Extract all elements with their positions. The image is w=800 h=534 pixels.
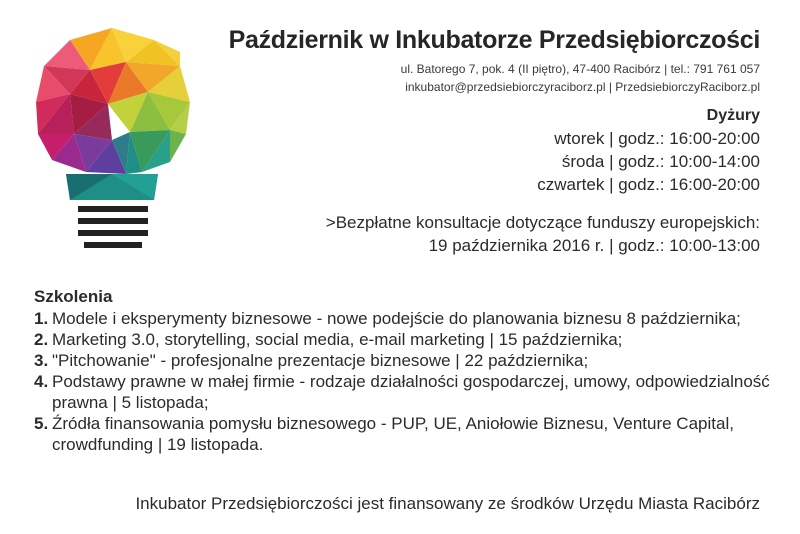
consultation-date: 19 października 2016 r. | godz.: 10:00-13:00 — [428, 236, 760, 255]
item-number: 4. — [34, 372, 49, 391]
item-text: Marketing 3.0, storytelling, social media, e-mail marketing | 15 października; — [52, 330, 623, 349]
list-item — [34, 371, 774, 413]
page-title: Październik w Inkubatorze Przedsiębiorczości — [228, 26, 760, 54]
item-number: 2. — [34, 330, 49, 349]
item-text: "Pitchowanie" - profesjonalne prezentacje biznesowe | 22 października; — [52, 351, 589, 370]
consultation-info — [326, 211, 760, 257]
footer-note: Inkubator Przedsiębiorczości jest finansowany ze środków Urzędu Miasta Racibórz — [135, 494, 760, 513]
list-item — [34, 350, 774, 371]
duty-row: wtorek | godz.: 16:00-20:00 — [554, 129, 760, 148]
duty-row: środa | godz.: 10:00-14:00 — [561, 152, 760, 171]
item-number: 3. — [34, 351, 49, 370]
trainings-section — [34, 287, 774, 455]
item-number: 1. — [34, 309, 49, 328]
duty-heading: Dyżury — [706, 107, 760, 124]
item-number: 5. — [34, 414, 49, 433]
item-text: Źródła finansowania pomysłu biznesowego - PUP, UE, Aniołowie Biznesu, Venture Capital, crowdfunding | 19 listopada. — [52, 414, 734, 454]
duty-row: czwartek | godz.: 16:00-20:00 — [537, 175, 760, 194]
item-text: Modele i eksperymenty biznesowe - nowe podejście do planowania biznesu 8 października; — [52, 309, 741, 328]
trainings-heading: Szkolenia — [34, 287, 113, 306]
consultation-title: >Bezpłatne konsultacje dotyczące funduszy europejskich: — [325, 213, 760, 232]
lightbulb-icon — [30, 22, 195, 254]
contact-line: inkubator@przedsiebiorczyraciborz.pl | PrzedsiebiorczyRaciborz.pl — [405, 80, 760, 94]
item-text: Podstawy prawne w małej firmie - rodzaje działalności gospodarczej, umowy, odpowiedzialność prawna | 5 listopada; — [52, 372, 770, 412]
list-item — [34, 413, 774, 455]
address-line: ul. Batorego 7, pok. 4 (II piętro), 47-400 Racibórz | tel.: 791 761 057 — [400, 62, 760, 76]
list-item — [34, 329, 774, 350]
duty-hours — [537, 104, 760, 196]
list-item — [34, 308, 774, 329]
trainings-list — [34, 308, 774, 455]
